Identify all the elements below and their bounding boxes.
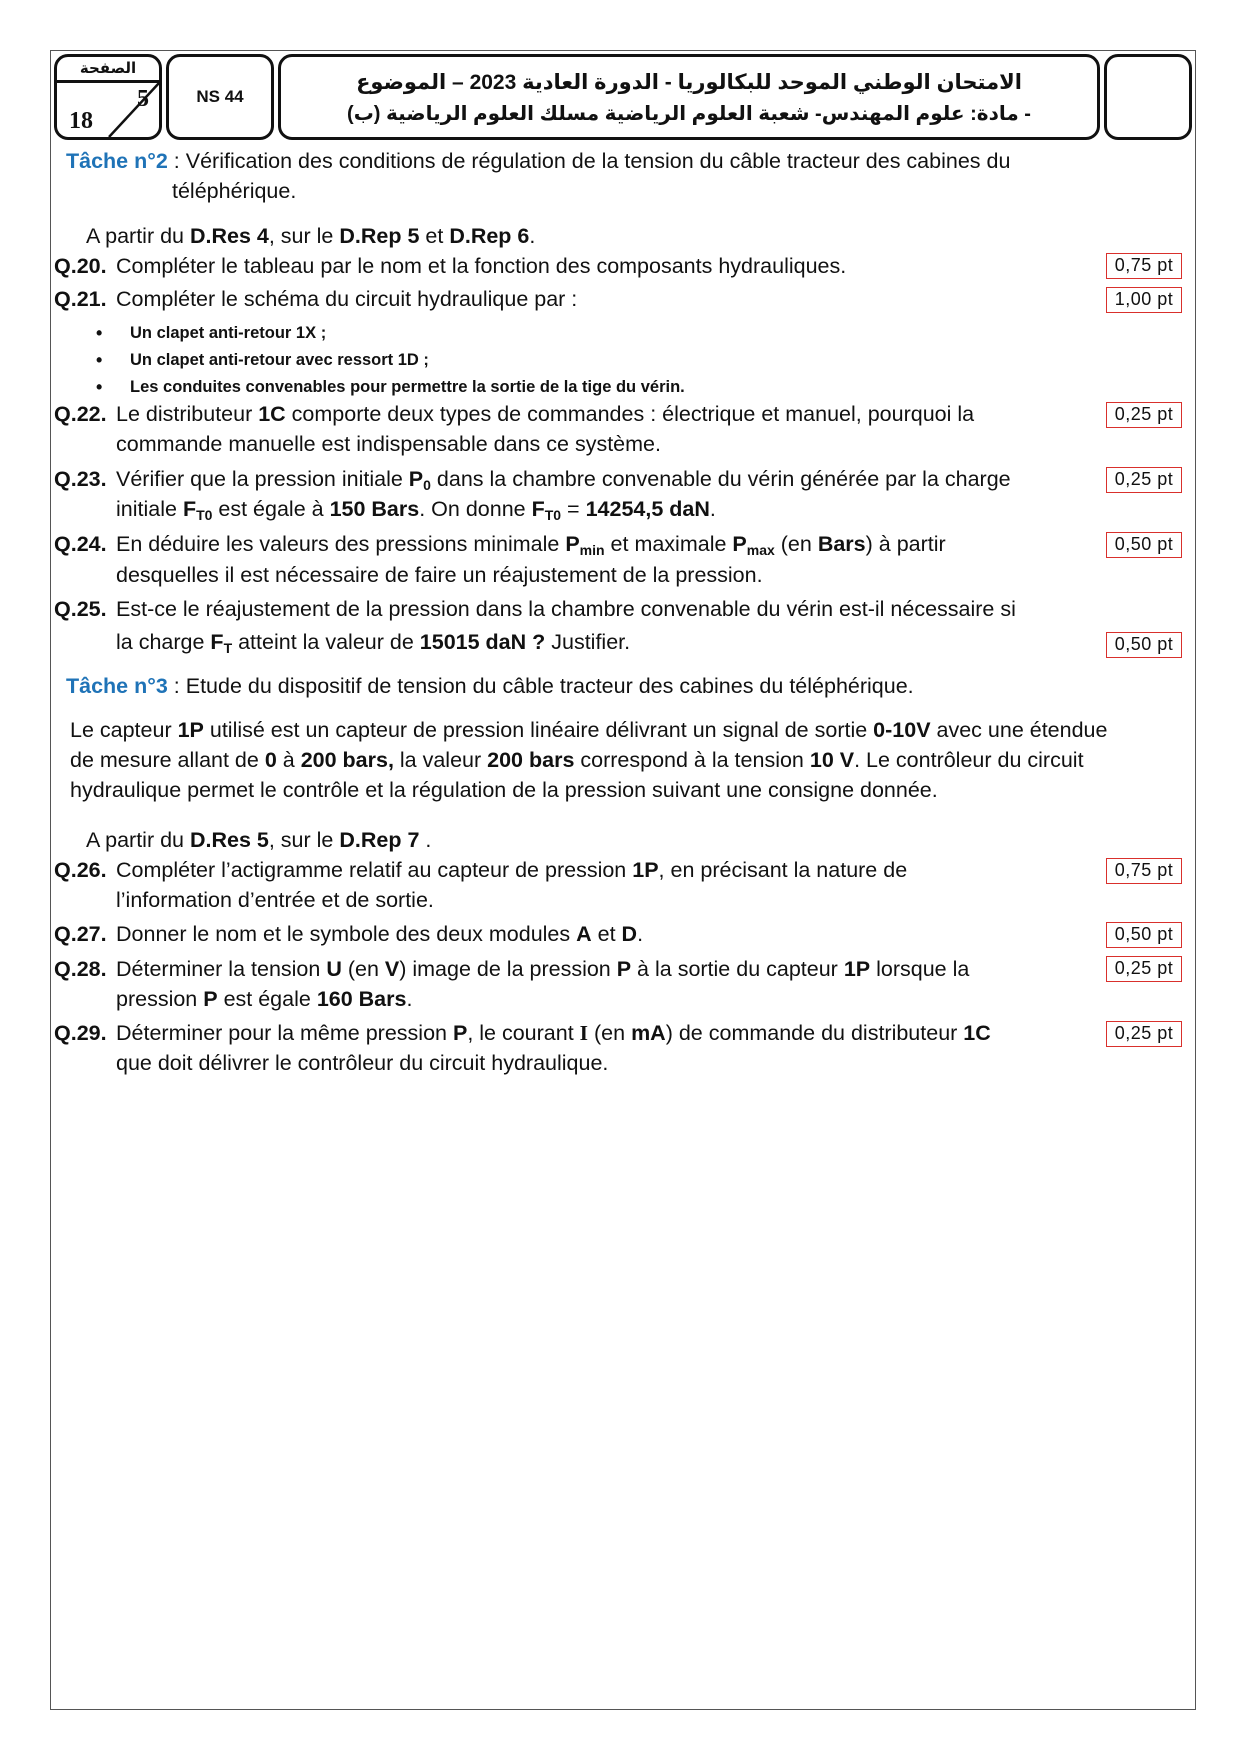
q23-text: Vérifier que la pression initiale $P_0$ dans la chambre convenable du vérin générée par la charge <box>116 467 1011 493</box>
q20-number: Q.20. <box>54 254 107 278</box>
q21-points: 1,00 pt <box>1106 287 1182 313</box>
tache3-paragraph-line1: Le capteur 1P utilisé est un capteur de pression linéaire délivrant un signal de sortie 0-10V avec une étendue <box>70 718 1108 742</box>
exam-title-line2: - مادة: علوم المهندس- شعبة العلوم الرياضية مسلك العلوم الرياضية (ب) <box>347 103 1031 125</box>
tache2-heading: Tâche n°2 : Vérification des conditions de régulation de la tension du câble tracteur des cabines du <box>66 149 1011 173</box>
q28-text: Déterminer la tension U (en V) image de la pression P à la sortie du capteur 1P lorsque la <box>116 957 970 981</box>
q29-text-cont: que doit délivrer le contrôleur du circuit hydraulique. <box>116 1051 609 1075</box>
q26-text: Compléter l’actigramme relatif au capteur de pression 1P, en précisant la nature de <box>116 858 908 882</box>
page-total: 18 <box>69 108 93 134</box>
q28-text-cont: pression P est égale 160 Bars. <box>116 987 413 1011</box>
q22-text-cont: commande manuelle est indispensable dans ce système. <box>116 432 661 456</box>
exam-code: NS 44 <box>166 54 274 140</box>
q29-number: Q.29. <box>54 1021 107 1045</box>
q24-text: En déduire les valeurs des pressions minimale $P_{min}$ et maximale $P_{max}$ (en Bars) à partir <box>116 532 946 558</box>
q23-text-cont: initiale $F_{T0}$ est égale à 150 Bars. On donne $F_{T0} = 14254,5$ daN. <box>116 497 716 523</box>
logo-box <box>1104 54 1192 140</box>
page-label: الصفحة <box>57 57 159 83</box>
q24-number: Q.24. <box>54 532 107 556</box>
tache2-heading-cont: téléphérique. <box>172 179 297 203</box>
q24-text-cont: desquelles il est nécessaire de faire un réajustement de la pression. <box>116 563 763 587</box>
q21-bullet-1: • Un clapet anti-retour 1X ; <box>96 320 685 347</box>
q25-text: Est-ce le réajustement de la pression dans la chambre convenable du vérin est-il nécessaire si <box>116 597 1016 621</box>
q29-text: Déterminer pour la même pression P, le courant I (en mA) de commande du distributeur 1C <box>116 1021 991 1045</box>
tache3-heading: Tâche n°3 : Etude du dispositif de tension du câble tracteur des cabines du téléphérique. <box>66 674 914 698</box>
q25-points: 0,50 pt <box>1106 632 1182 658</box>
q21-bullet-2: • Un clapet anti-retour avec ressort 1D ; <box>96 347 685 374</box>
tache3-intro: A partir du D.Res 5, sur le D.Rep 7 . <box>86 828 432 852</box>
q21-text: Compléter le schéma du circuit hydraulique par : <box>116 287 578 311</box>
q25-number: Q.25. <box>54 597 107 621</box>
q27-number: Q.27. <box>54 922 107 946</box>
tache3-paragraph-line2: de mesure allant de 0 à 200 bars, la valeur 200 bars correspond à la tension 10 V. Le contrôleur du circuit <box>70 748 1084 772</box>
q28-points: 0,25 pt <box>1106 956 1182 982</box>
exam-title-line1: الامتحان الوطني الموحد للبكالوريا - الدورة العادية 2023 – الموضوع <box>356 71 1022 94</box>
q21-number: Q.21. <box>54 287 107 311</box>
q27-points: 0,50 pt <box>1106 922 1182 948</box>
q26-points: 0,75 pt <box>1106 858 1182 884</box>
q23-points: 0,25 pt <box>1106 467 1182 493</box>
q24-points: 0,50 pt <box>1106 532 1182 558</box>
page-number-box <box>54 54 162 140</box>
q22-text: Le distributeur 1C comporte deux types de commandes : électrique et manuel, pourquoi la <box>116 402 975 426</box>
q23-number: Q.23. <box>54 467 107 491</box>
q26-text-cont: l’information d’entrée et de sortie. <box>116 888 434 912</box>
tache2-label: Tâche n°2 <box>66 149 168 173</box>
q20-points: 0,75 pt <box>1106 253 1182 279</box>
q21-bullet-3: • Les conduites convenables pour permettre la sortie de la tige du vérin. <box>96 374 685 401</box>
q27-text: Donner le nom et le symbole des deux modules A et D. <box>116 922 644 946</box>
tache3-paragraph-line3: hydraulique permet le contrôle et la régulation de la pression suivant une consigne donnée. <box>70 778 938 802</box>
tache2-intro: A partir du D.Res 4, sur le D.Rep 5 et D.Rep 6. <box>86 224 536 248</box>
q29-points: 0,25 pt <box>1106 1021 1182 1047</box>
q28-number: Q.28. <box>54 957 107 981</box>
q22-number: Q.22. <box>54 402 107 426</box>
exam-title-box <box>278 54 1100 140</box>
tache3-label: Tâche n°3 <box>66 674 168 698</box>
q25-text-cont: la charge $F_T$ atteint la valeur de 15015 daN ? Justifier. <box>116 630 631 656</box>
q20-text: Compléter le tableau par le nom et la fonction des composants hydrauliques. <box>116 254 847 278</box>
q26-number: Q.26. <box>54 858 107 882</box>
page-current: 5 <box>137 86 149 112</box>
q21-bullet-list <box>96 320 685 401</box>
q22-points: 0,25 pt <box>1106 402 1182 428</box>
